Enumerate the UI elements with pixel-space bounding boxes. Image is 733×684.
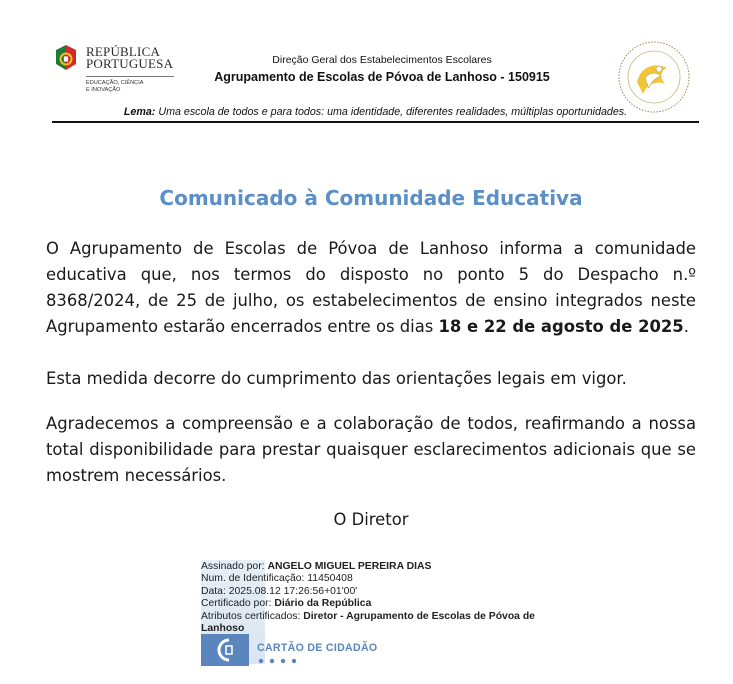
- id-label: Num. de Identificação:: [201, 573, 305, 585]
- header-rule: [52, 121, 699, 123]
- document-title: Comunicado à Comunidade Educativa: [159, 186, 583, 210]
- letterhead-center: [202, 54, 562, 87]
- signature-details: [201, 561, 561, 635]
- gov-ministry: [86, 80, 144, 93]
- p1-dates: 18 e 22 de agosto de 2025: [438, 317, 684, 336]
- date-label: Data:: [201, 585, 226, 597]
- letterhead: [52, 38, 699, 122]
- school-seal-icon: [615, 38, 693, 116]
- attr-label: Atributos certificados:: [201, 610, 301, 622]
- p1-text: O Agrupamento de Escolas de Póvoa de Lanhoso informa a comunidade educativa que, nos termos do disposto no ponto 5 do Despacho n.º 8368/2024, de 25 de julho, os estabelecimentos de ensino integrados neste Agrupamento estarão encerrados entre os dias: [46, 239, 696, 336]
- motto-text: Uma escola de todos e para todos: uma identidade, diferentes realidades, múltiplas oportunidades.: [155, 106, 628, 118]
- ministry-line1: EDUCAÇÃO, CIÊNCIA: [86, 80, 144, 86]
- date-value: 2025.08.12 17:26:56+01'00': [228, 585, 358, 597]
- cert-label: Certificado por:: [201, 598, 272, 610]
- paragraph-legal: Esta medida decorre do cumprimento das orientações legais em vigor.: [46, 369, 627, 388]
- cert-row: [201, 598, 561, 610]
- date-row: [201, 586, 561, 598]
- republica-portuguesa-logo: [52, 42, 182, 102]
- gov-name-line1: REPÚBLICA: [86, 44, 161, 59]
- directorate-name: Direção Geral dos Estabelecimentos Escolares: [272, 54, 492, 66]
- p1-end: .: [683, 317, 689, 336]
- cartao-de-cidadao-label: CARTÃO DE CIDADÃO: [257, 642, 378, 654]
- signed-by-row: [201, 561, 561, 573]
- cert-value: Diário da República: [274, 598, 372, 610]
- cartao-de-cidadao-badge: [201, 634, 401, 666]
- gov-name: [86, 46, 173, 70]
- id-row: [201, 573, 561, 585]
- motto-label: Lema:: [123, 106, 156, 118]
- attr-row: [201, 611, 561, 636]
- signed-by-label: Assinado por:: [201, 561, 265, 572]
- attr-value: Diretor - Agrupamento de Escolas de Póvoa de Lanhoso: [201, 610, 535, 635]
- signoff: O Diretor: [333, 510, 409, 529]
- ministry-line2: E INOVAÇÃO: [86, 86, 121, 93]
- card-dots-icon: [258, 658, 308, 664]
- paragraph-closure-notice: [46, 236, 696, 340]
- paragraph-thanks: Agradecemos a compreensão e a colaboração de todos, reafirmando a nossa total disponibilidade para prestar quaisquer esclarecimentos adicionais que se mostrem necessários.: [46, 414, 696, 485]
- id-value: 11450408: [307, 573, 353, 585]
- gov-name-line2: PORTUGUESA: [86, 56, 174, 71]
- cartao-de-cidadao-icon: [201, 634, 249, 666]
- motto: [52, 106, 699, 118]
- school-name: Agrupamento de Escolas de Póvoa de Lanhoso - 150915: [214, 70, 550, 84]
- digital-signature: [201, 560, 581, 670]
- gov-divider: [86, 76, 174, 77]
- signed-by-value: ANGELO MIGUEL PEREIRA DIAS: [267, 561, 432, 572]
- portuguese-republic-emblem-icon: [54, 44, 78, 76]
